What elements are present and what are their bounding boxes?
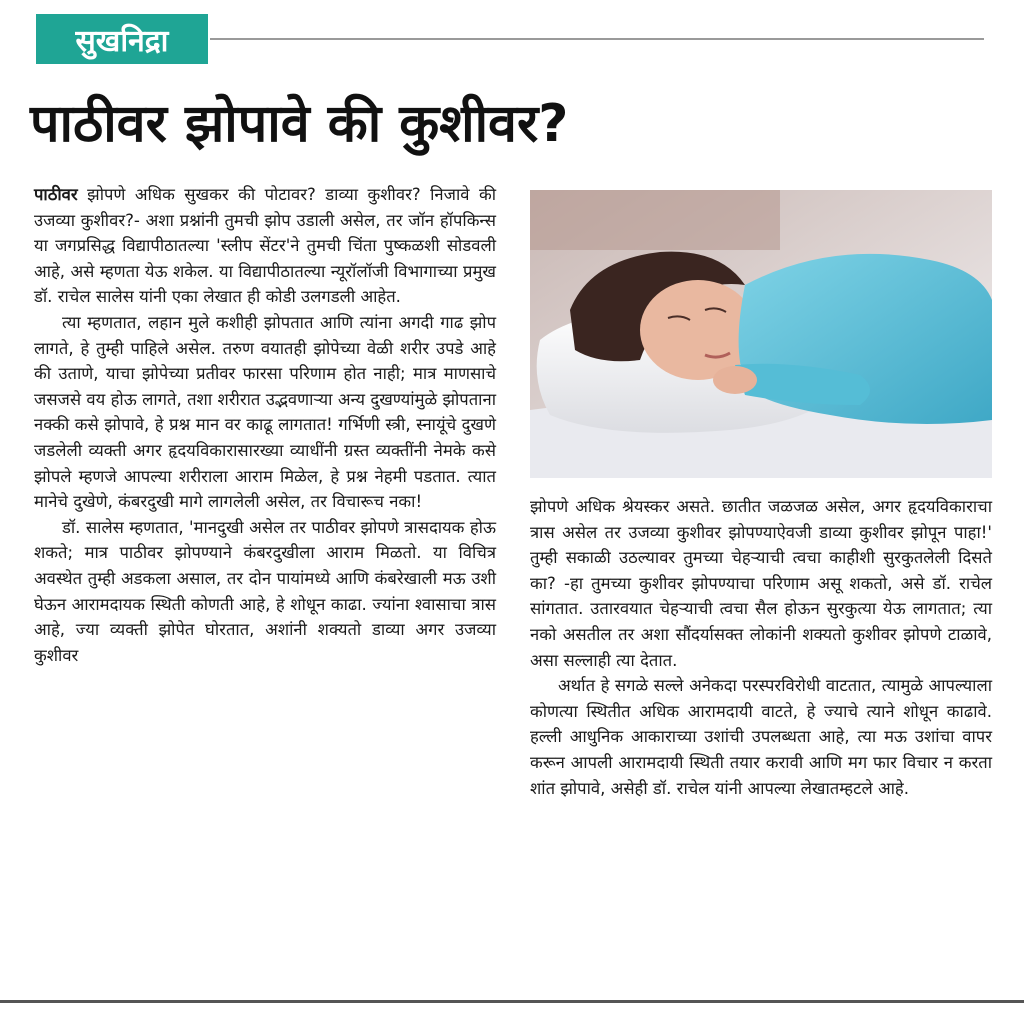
headline: पाठीवर झोपावे की कुशीवर?	[30, 94, 569, 154]
section-tag: सुखनिद्रा	[36, 14, 208, 64]
paragraph-3: डॉ. सालेस म्हणतात, 'मानदुखी असेल तर पाठीवर झोपणे त्रासदायक होऊ शकते; मात्र पाठीवर झोपण्याने कंबरदुखीला आराम मिळतो. या विचित्र अवस्थेत तुम्ही अडकला असाल, तर दोन पायांमध्ये आणि कंबरेखाली मऊ उशी घेऊन आरामदायक स्थिती कोणती आहे, हे शोधून काढा. ज्यांना श्वासाचा त्रास आहे, ज्या व्यक्ती झोपेत घोरतात, अशांनी शक्यतो डाव्या अगर उजव्या कुशीवर	[34, 517, 496, 665]
paragraph-1	[34, 182, 496, 310]
paragraph-5: अर्थात हे सगळे सल्ले अनेकदा परस्परविरोधी वाटतात, त्यामुळे आपल्याला कोणत्या स्थितीत अधिक आरामदायी वाटते, हे ज्याचे त्याने शोधून काढावे. हल्ली आधुनिक आकाराच्या उशांची उपलब्धता आहे, त्या मऊ उशांचा वापर करून आपली आरामदायी स्थिती तयार करावी आणि मग फार विचार न करता शांत झोपावे, असेही डॉ. राचेल यांनी आपल्या लेखातम्हटले आहे.	[530, 676, 992, 798]
sleeping-woman-photo	[530, 190, 992, 478]
paragraph-4: झोपणे अधिक श्रेयस्कर असते. छातीत जळजळ असेल, अगर हृदयविकाराचा त्रास असेल तर उजव्या कुशीवर झोपण्याऐवजी डाव्या कुशीवर झोपून पाहा!' तुम्ही सकाळी उठल्यावर तुमच्या चेहऱ्याची त्वचा काहीशी सुरकुतलेली दिसते का? -हा तुमच्या कुशीवर झोपण्याचा परिणाम असू शकतो, असे डॉ. राचेल सांगतात. उतारवयात चेहऱ्याची त्वचा सैल होऊन सुरकुत्या येऊ लागतात; त्या नको असतील तर अशा सौंदर्यासक्त लोकांनी शक्यतो कुशीवर झोपणे टाळावे, असा सल्लाही त्या देतात.	[530, 497, 992, 670]
paragraph-1-text: झोपणे अधिक सुखकर की पोटावर? डाव्या कुशीवर? निजावे की उजव्या कुशीवर?- अशा प्रश्नांनी तुमची झोप उडाली असेल, तर जॉन हॉपकिन्स या जगप्रसिद्ध विद्यापीठातल्या 'स्लीप सेंटर'ने तुमची चिंता पुष्कळशी सोडवली आहे, असे म्हणता येऊ शकेल. या विद्यापीठातल्या न्यूरॉलॉजी विभागाच्या प्रमुख डॉ. राचेल सालेस यांनी एका लेखात ही कोडी उलगडली आहेत.	[34, 185, 496, 307]
photo-illustration	[530, 190, 992, 478]
top-rule	[210, 38, 984, 40]
lead-word: पाठीवर	[34, 185, 78, 204]
left-column	[34, 182, 496, 668]
right-column	[530, 494, 992, 801]
paragraph-2: त्या म्हणतात, लहान मुले कशीही झोपतात आणि त्यांना अगदी गाढ झोप लागते, हे तुम्ही पाहिले असेल. तरुण वयातही झोपेच्या वेळी शरीर उपडे आहे की उताणे, याचा झोपेच्या प्रतीवर फारसा परिणाम होत नाही; मात्र माणसाचे जसजसे वय होऊ लागते, तशा शरीरात उद्भवणाऱ्या अन्य दुखण्यांमुळे झोपताना नक्की कसे झोपावे, हे प्रश्न मान वर काढू लागतात! गर्भिणी स्त्री, स्नायूंचे दुखणे जडलेली व्यक्ती अगर हृदयविकारासारख्या व्याधींनी ग्रस्त व्यक्तींनी नेमके कसे झोपले म्हणजे आपल्या शरीराला आराम मिळेल, हे प्रश्न नेहमी पडतात. त्यात मानेचे दुखेणे, कंबरदुखी मागे लागलेली असेल, तर विचारूच नका!	[34, 312, 496, 512]
bottom-rule	[0, 1000, 1024, 1003]
